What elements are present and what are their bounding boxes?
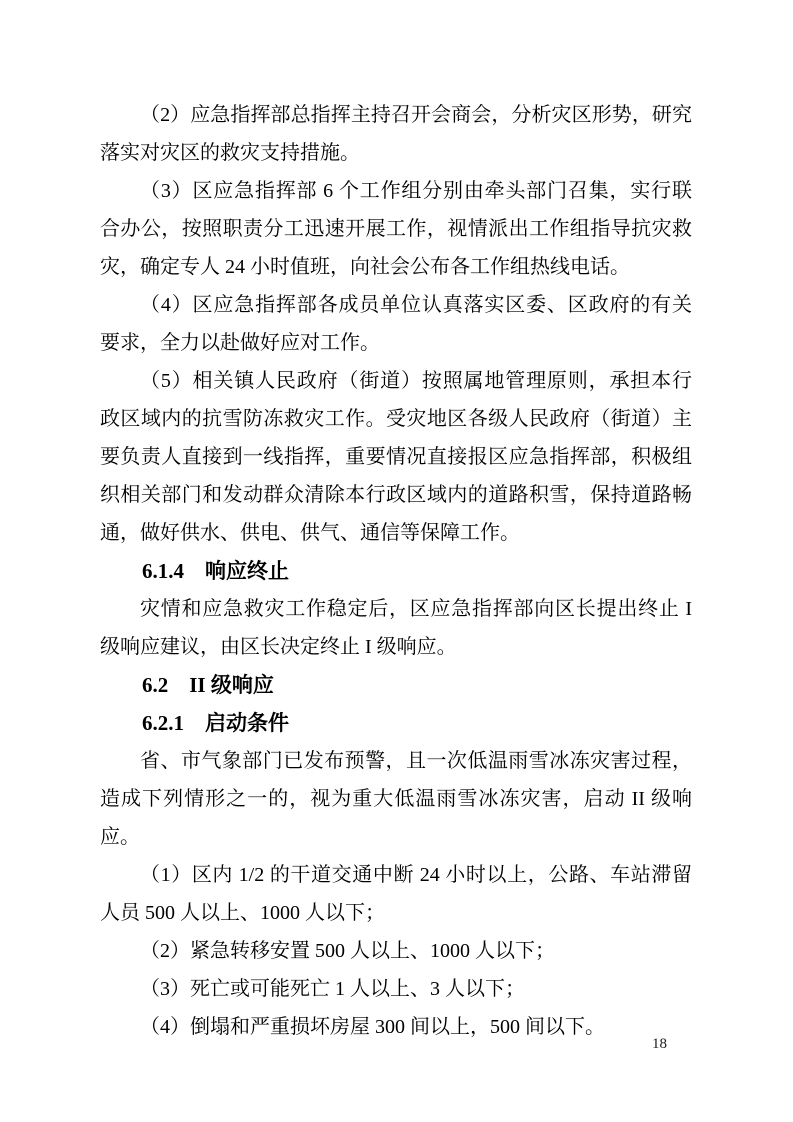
text-line: 合办公，按照职责分工迅速开展工作，视情派出工作组指导抗灾救	[100, 218, 692, 240]
text-line: 灾，确定专人 24 小时值班，向社会公布各工作组热线电话。	[100, 256, 630, 278]
paragraph	[100, 742, 692, 856]
text-line: （4）倒塌和严重损坏房屋 300 间以上，500 间以下。	[140, 1016, 605, 1038]
text-line: （2）紧急转移安置 500 人以上、1000 人以下；	[140, 940, 555, 962]
text-line: 人员 500 人以上、1000 人以下；	[100, 902, 385, 924]
paragraph	[100, 286, 692, 362]
paragraph	[100, 856, 692, 932]
text-line: 落实对灾区的救灾支持措施。	[100, 142, 360, 164]
paragraph	[100, 932, 692, 970]
text-line: （5）相关镇人民政府（街道）按照属地管理原则，承担本行	[140, 370, 692, 392]
text-line: 省、市气象部门已发布预警，且一次低温雨雪冰冻灾害过程，	[140, 750, 692, 772]
text-line: 要负责人直接到一线指挥，重要情况直接报区应急指挥部，积极组	[100, 446, 692, 468]
section-heading	[100, 704, 692, 742]
paragraph	[100, 970, 692, 1008]
paragraph	[100, 1008, 692, 1046]
text-line: 级响应建议，由区长决定终止 I 级响应。	[100, 636, 457, 658]
text-line: 政区域内的抗雪防冻救灾工作。受灾地区各级人民政府（街道）主	[100, 408, 692, 430]
text-line: 通，做好供水、供电、供气、通信等保障工作。	[100, 522, 520, 544]
text-line: （4）区应急指挥部各成员单位认真落实区委、区政府的有关	[140, 294, 692, 316]
text-line: 6.1.4 响应终止	[142, 559, 289, 583]
text-line: 织相关部门和发动群众清除本行政区域内的道路积雪，保持道路畅	[100, 484, 692, 506]
paragraph	[100, 96, 692, 172]
text-line: 6.2 II 级响应	[142, 673, 274, 697]
section-heading	[100, 552, 692, 590]
paragraph	[100, 172, 692, 286]
text-line: 造成下列情形之一的，视为重大低温雨雪冰冻灾害，启动 II 级响应。	[100, 788, 692, 848]
text-line: （2）应急指挥部总指挥主持召开会商会，分析灾区形势，研究	[140, 104, 692, 126]
page-number: 18	[652, 1036, 667, 1052]
text-line: 6.2.1 启动条件	[142, 711, 289, 735]
text-line: （3）区应急指挥部 6 个工作组分别由牵头部门召集，实行联	[140, 180, 692, 202]
text-line: 要求，全力以赴做好应对工作。	[100, 332, 380, 354]
paragraph	[100, 590, 692, 666]
text-line: 灾情和应急救灾工作稳定后，区应急指挥部向区长提出终止 I	[140, 598, 692, 620]
document-content	[100, 96, 692, 1046]
section-heading	[100, 666, 692, 704]
text-line: （3）死亡或可能死亡 1 人以上、3 人以下；	[140, 978, 525, 1000]
text-line: （1）区内 1/2 的干道交通中断 24 小时以上，公路、车站滞留	[140, 864, 692, 886]
paragraph	[100, 362, 692, 552]
